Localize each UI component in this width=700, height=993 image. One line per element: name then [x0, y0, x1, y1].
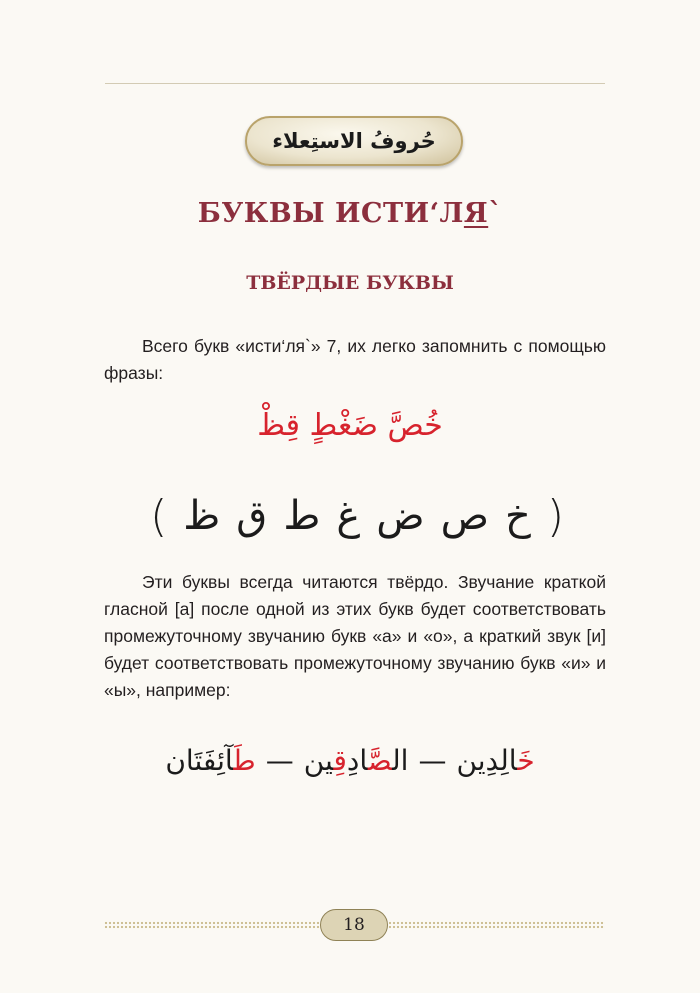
page-title — [0, 198, 700, 229]
page-number: 18 — [320, 909, 388, 941]
letter-item: ظ — [183, 493, 221, 539]
example-word-2: الصَّادِقِين — [303, 744, 409, 777]
mnemonic-phrase: خُصَّ ضَغْطٍ قِظْ — [257, 408, 443, 443]
letter-item: غ — [336, 493, 361, 539]
section-subtitle: ТВЁРДЫЕ БУКВЫ — [246, 272, 454, 294]
example-words — [0, 744, 700, 777]
letters-row — [150, 480, 564, 552]
letter-item: ط — [283, 493, 321, 539]
title-underlined-letter: Я — [463, 198, 489, 229]
explanation-paragraph: Эти буквы всегда читаются твёрдо. Звучание краткой гласной [а] после одной из этих букв будет соответствовать промежуточному звучанию букв «а» и «о», а краткий звук [и] будет соответствовать промежуточному звучанию букв «и» и «ы», например: — [104, 572, 606, 700]
footer-ornament-left — [104, 921, 320, 929]
letter-item: ص — [440, 493, 489, 539]
title-main: БУКВЫ ИСТИ‘Л — [197, 198, 464, 229]
section-badge — [245, 116, 463, 166]
example-dash: — — [418, 744, 447, 777]
letter-item: ق — [236, 493, 268, 539]
example-word-1: خَالِدِين — [456, 744, 535, 777]
letters-open-paren: ( — [546, 490, 564, 542]
footer-ornament-right — [388, 921, 605, 929]
example-word-3: طَآئِفَتَان — [165, 744, 256, 777]
top-divider — [105, 83, 605, 84]
intro-paragraph: Всего букв «исти‘ля`» 7, их легко запомнить с помощью фразы: — [104, 336, 606, 383]
letter-item: خ — [504, 493, 531, 539]
badge-arabic-title: حُروفُ الاستِعلاء — [272, 129, 436, 153]
title-mark: ` — [488, 198, 503, 229]
letters-close-paren: ) — [150, 490, 168, 542]
letter-item: ض — [376, 493, 425, 539]
example-dash: — — [265, 744, 294, 777]
